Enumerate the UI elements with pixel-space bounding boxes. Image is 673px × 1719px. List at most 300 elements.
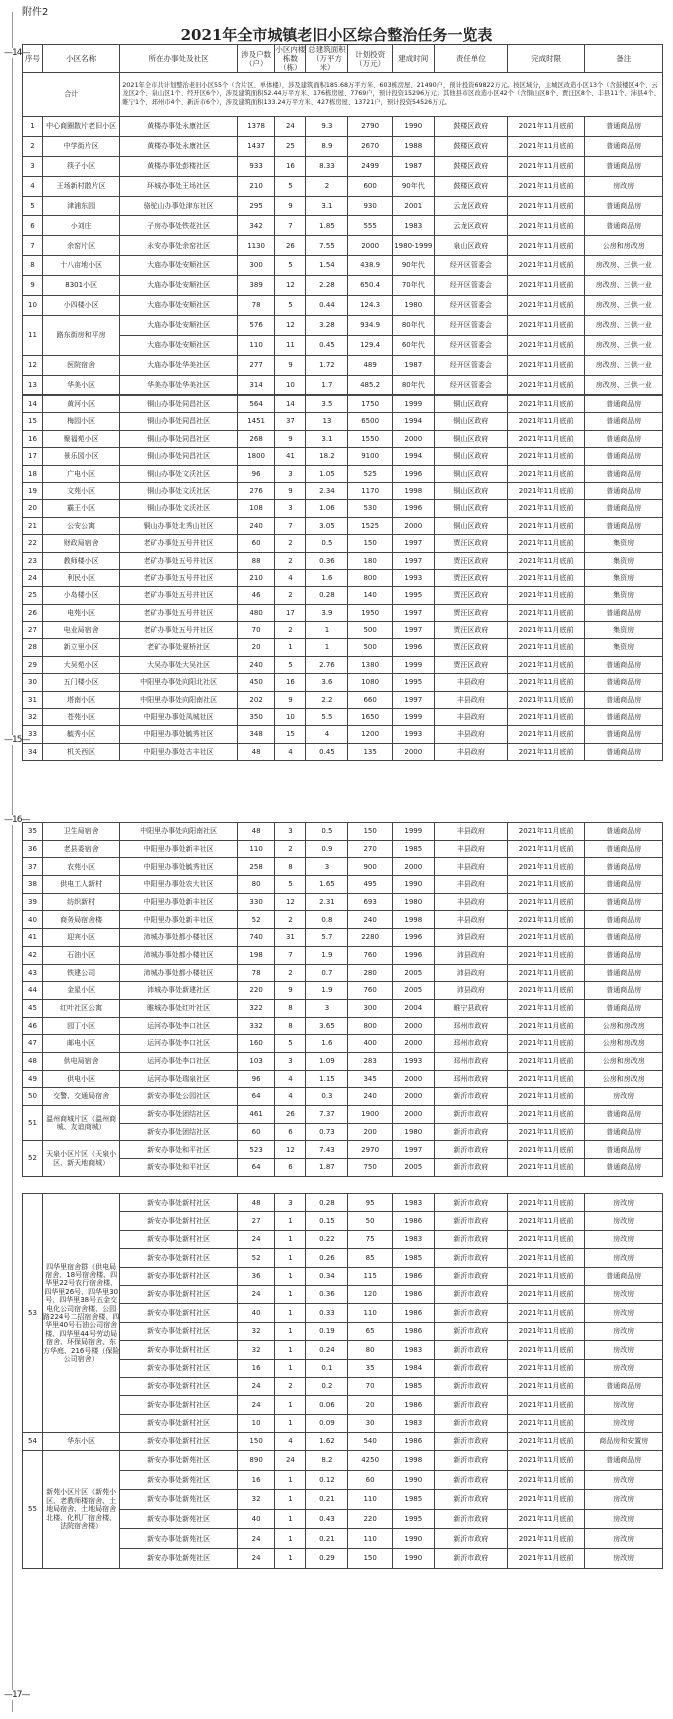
table-cell: 2021年11月底前 (507, 517, 585, 534)
table-cell: 1985 (392, 1249, 434, 1267)
table-cell: 9.3 (306, 117, 348, 137)
table-cell: 新安办事处新村社区 (120, 1433, 237, 1451)
table-cell: 14 (23, 396, 43, 413)
table-cell: 49 (23, 1070, 43, 1088)
header-row (23, 45, 663, 73)
table-cell: 邳州市政府 (434, 1052, 507, 1070)
table-row (23, 236, 663, 256)
table-cell: 铜山区政府 (434, 430, 507, 447)
table-cell: 1987 (392, 355, 434, 375)
table-cell: 永安办事处余窑社区 (120, 236, 237, 256)
table-cell: 12 (275, 893, 306, 911)
table-cell: 110 (348, 1529, 392, 1549)
table-cell: 2021年11月底前 (507, 946, 585, 964)
table-cell: 公房和房改房 (585, 1017, 663, 1035)
table-cell: 27 (23, 622, 43, 639)
table-cell: 10 (275, 709, 306, 726)
table-cell: 46 (237, 587, 275, 604)
table-cell: 新沂市政府 (434, 1194, 507, 1212)
table-cell: 25 (23, 587, 43, 604)
table-cell: 2021年11月底前 (507, 1377, 585, 1395)
table-cell: 沛城办事处都小楼社区 (120, 929, 237, 947)
table-cell: 20 (23, 500, 43, 517)
table-row (23, 500, 663, 517)
table-cell: 普通商品房 (585, 1141, 663, 1159)
table-cell: 11 (23, 315, 43, 355)
table-cell: 2021年11月底前 (507, 1249, 585, 1267)
table-cell: 2000 (392, 517, 434, 534)
table-cell: 8 (275, 858, 306, 876)
table-cell: 295 (237, 196, 275, 216)
table-cell: 2021年11月底前 (507, 1070, 585, 1088)
table-cell: 3 (275, 1052, 306, 1070)
table-cell: 房改房 (585, 1529, 663, 1549)
community-name: 园丁小区 (42, 1017, 120, 1035)
table-cell: 房改房、三供一业 (585, 315, 663, 335)
table-cell: 50 (348, 1212, 392, 1230)
table-cell: 2 (23, 136, 43, 156)
community-name: 景乐园小区 (42, 448, 120, 465)
table-cell: 丰县政府 (434, 858, 507, 876)
community-name: 供电工人新村 (42, 876, 120, 894)
table-cell: 大吴办事处大吴社区 (120, 656, 237, 673)
table-cell: 280 (348, 964, 392, 982)
table-cell: 0.33 (306, 1304, 348, 1322)
table-cell: 普通商品房 (585, 964, 663, 982)
table-cell: 普通商品房 (585, 674, 663, 691)
table-cell: 2000 (392, 430, 434, 447)
table-cell: 24 (23, 569, 43, 586)
table-cell: 沛城办事处都小楼社区 (120, 946, 237, 964)
table-cell: 1996 (392, 639, 434, 656)
table-cell: 3.6 (306, 674, 348, 691)
table-cell: 1980 (392, 1123, 434, 1141)
table-row (23, 946, 663, 964)
table-cell: 240 (348, 1088, 392, 1106)
table-cell: 鼓楼区政府 (434, 136, 507, 156)
table-cell: 4 (23, 176, 43, 196)
table-cell: 1986 (392, 1433, 434, 1451)
table-cell: 中阳里办事处向阳南社区 (120, 691, 237, 708)
table-cell: 0.8 (306, 911, 348, 929)
table-cell: 邳州市政府 (434, 1070, 507, 1088)
table-cell: 1 (306, 622, 348, 639)
table-cell: 342 (237, 216, 275, 236)
table-row (23, 396, 663, 413)
table-cell: 2021年11月底前 (507, 156, 585, 176)
community-name: 华东小区 (42, 1433, 120, 1451)
table-cell: 0.45 (306, 743, 348, 760)
table-cell: 0.9 (306, 840, 348, 858)
table-cell: 2021年11月底前 (507, 216, 585, 236)
table-cell: 2021年11月底前 (507, 1106, 585, 1124)
table-cell: 老矿办事处五号井社区 (120, 535, 237, 552)
table-cell: 500 (348, 639, 392, 656)
table-cell: 348 (237, 726, 275, 743)
table-cell: 8.2 (306, 1451, 348, 1471)
table-cell: 1950 (348, 604, 392, 621)
table-cell: 47 (23, 1035, 43, 1053)
table-cell: 泉山区政府 (434, 236, 507, 256)
table-row (23, 256, 663, 276)
table-cell: 500 (348, 622, 392, 639)
table-cell: 4 (275, 1070, 306, 1088)
table-cell: 1.15 (306, 1070, 348, 1088)
table-cell: 1997 (392, 552, 434, 569)
table-cell: 4 (275, 743, 306, 760)
table-cell: 108 (237, 500, 275, 517)
table-cell: 普通商品房 (585, 743, 663, 760)
table-cell: 经开区管委会 (434, 315, 507, 335)
table-cell: 新沂市政府 (434, 1529, 507, 1549)
table-cell: 2021年11月底前 (507, 604, 585, 621)
table-section-2 (22, 395, 663, 761)
table-cell: 房改房 (585, 1359, 663, 1377)
table-row (23, 964, 663, 982)
table-row (23, 1035, 663, 1053)
table-cell: 2000 (392, 1017, 434, 1035)
table-cell: 普通商品房 (585, 876, 663, 894)
community-name: 王场新村散片区 (42, 176, 120, 196)
table-cell: 2021年11月底前 (507, 999, 585, 1017)
table-cell: 新沂市政府 (434, 1509, 507, 1529)
table-cell: 6 (275, 1159, 306, 1177)
table-cell: 1983 (392, 1414, 434, 1432)
table-cell: 45 (23, 999, 43, 1017)
table-cell: 24 (275, 1451, 306, 1471)
table-cell: 1986 (392, 1304, 434, 1322)
community-name: 小岛楼小区 (42, 587, 120, 604)
table-cell: 沛县政府 (434, 929, 507, 947)
table-cell: 1 (275, 1509, 306, 1529)
table-cell: 16 (237, 1470, 275, 1490)
table-cell: 0.5 (306, 535, 348, 552)
table-row (23, 604, 663, 621)
table-cell: 30 (23, 674, 43, 691)
table-cell: 新安办事处新村社区 (120, 1304, 237, 1322)
table-cell: 集资房 (585, 535, 663, 552)
table-cell: 普通商品房 (585, 1159, 663, 1177)
table-cell: 1.72 (306, 355, 348, 375)
table-cell: 650.4 (348, 276, 392, 296)
table-cell: 云龙区政府 (434, 216, 507, 236)
table-cell: 32 (237, 1341, 275, 1359)
table-cell: 23 (23, 552, 43, 569)
table-cell: 1 (275, 1212, 306, 1230)
table-cell: 24 (237, 1529, 275, 1549)
table-row (23, 709, 663, 726)
table-cell: 26 (23, 604, 43, 621)
table-cell: 2000 (392, 1035, 434, 1053)
table-row (23, 1141, 663, 1159)
table-row (23, 552, 663, 569)
table-row (23, 911, 663, 929)
table-cell: 2021年11月底前 (507, 1359, 585, 1377)
community-name: 供电局宿舍 (42, 1052, 120, 1070)
table-cell: 2021年11月底前 (507, 893, 585, 911)
table-cell: 2021年11月底前 (507, 448, 585, 465)
table-cell: 1.87 (306, 1159, 348, 1177)
table-cell: 沛城办事处新建社区 (120, 982, 237, 1000)
table-cell: 普通商品房 (585, 691, 663, 708)
table-cell: 110 (348, 1304, 392, 1322)
table-cell: 2 (275, 964, 306, 982)
table-cell: 26 (275, 1106, 306, 1124)
table-cell: 39 (23, 893, 43, 911)
table-cell: 1990 (392, 876, 434, 894)
table-cell: 2021年11月底前 (507, 1285, 585, 1303)
table-row (23, 156, 663, 176)
table-cell: 普通商品房 (585, 517, 663, 534)
table-row (23, 893, 663, 911)
community-name: 苍苑小区 (42, 709, 120, 726)
table-cell: 3 (306, 858, 348, 876)
table-cell: 中阳里办事处毓秀社区 (120, 726, 237, 743)
community-name: 老县委宿舍 (42, 840, 120, 858)
community-name: 电苑小区 (42, 604, 120, 621)
community-name: 商务局宿舍楼 (42, 911, 120, 929)
table-cell: 0.09 (306, 1414, 348, 1432)
table-cell: 180 (348, 552, 392, 569)
table-cell: 2021年11月底前 (507, 1549, 585, 1569)
table-cell: 8.9 (306, 136, 348, 156)
table-cell: 新安办事处公园社区 (120, 1088, 237, 1106)
table-cell: 21 (23, 517, 43, 534)
table-cell: 202 (237, 691, 275, 708)
table-cell: 2021年11月底前 (507, 1451, 585, 1471)
table-cell: 新沂市政府 (434, 1322, 507, 1340)
table-cell: 2021年11月底前 (507, 1141, 585, 1159)
table-cell: 2021年11月底前 (507, 1017, 585, 1035)
table-cell: 1525 (348, 517, 392, 534)
table-cell: 1 (275, 1267, 306, 1285)
community-name: 霸王小区 (42, 500, 120, 517)
table-cell: 1983 (392, 1341, 434, 1359)
table-cell: 75 (348, 1230, 392, 1248)
community-name: 华美小区 (42, 375, 120, 395)
table-cell: 1990 (392, 1529, 434, 1549)
table-cell: 1987 (392, 156, 434, 176)
table-cell: 34 (23, 743, 43, 760)
table-cell: 2021年11月底前 (507, 136, 585, 156)
table-cell: 经开区管委会 (434, 375, 507, 395)
table-cell: 3.05 (306, 517, 348, 534)
table-cell: 新安办事处新村社区 (120, 1285, 237, 1303)
table-cell: 15 (23, 413, 43, 430)
table-cell: 普通商品房 (585, 156, 663, 176)
table-cell: 房改房 (585, 1490, 663, 1510)
table-cell: 461 (237, 1106, 275, 1124)
table-cell: 525 (348, 465, 392, 482)
table-cell: 新沂市政府 (434, 1304, 507, 1322)
table-cell: 7.43 (306, 1141, 348, 1159)
table-cell: 1993 (392, 1052, 434, 1070)
table-cell: 新沂市政府 (434, 1285, 507, 1303)
table-row (23, 587, 663, 604)
table-cell: 31 (23, 691, 43, 708)
table-cell: 140 (348, 587, 392, 604)
table-cell: 1.85 (306, 216, 348, 236)
summary-text: 2021年全市共计划整治老旧小区55个（含片区、单体楼），涉及建筑面积185.68万平方米、603栋房屋、21490户，预计投资69822万元。按区域分，主城区改造小区13个（含鼓楼区4个、云龙区2个、泉山区1个、经开区6个），涉及建筑面积52.44万平方米、176栋房屋、7769户，预计投资15296万元；其他县市区改造小区42个（含铜山区8个、贾汪区8个、丰县11个、沛县4个、睢宁1个、邳州市4个、新沂市6个），涉及建筑面积133.24万平方米、427栋房屋、13721户，预计投资54526万元。 (120, 73, 663, 117)
table-cell: 35 (23, 823, 43, 841)
table-cell: 5 (275, 1035, 306, 1053)
table-row (23, 1070, 663, 1088)
table-cell: 1 (275, 1249, 306, 1267)
table-cell: 6500 (348, 413, 392, 430)
table-cell: 1 (275, 1549, 306, 1569)
table-cell: 24 (237, 1549, 275, 1569)
table-cell: 2021年11月底前 (507, 296, 585, 316)
table-row (23, 1088, 663, 1106)
table-cell: 2000 (392, 858, 434, 876)
table-cell: 16 (275, 156, 306, 176)
table-cell: 2004 (392, 999, 434, 1017)
community-name: 四华里宿舍群（供电局宿舍、18号宿舍楼、四华里22号农行宿舍楼、四华里26号、四华里30号、四华里38号五金交电化公司宿舍楼、公园路224号二招宿舍楼、四华里40号石油公司宿舍楼、四华里44号劳动局宿舍、环保局宿舍、东方华庭、216号楼（保险公司宿舍） (42, 1194, 120, 1433)
table-row (23, 929, 663, 947)
table-cell: 0.2 (306, 1377, 348, 1395)
table-cell: 1996 (392, 500, 434, 517)
table-cell: 2021年11月底前 (507, 1159, 585, 1177)
table-cell: 2005 (392, 982, 434, 1000)
table-cell: 110 (237, 335, 275, 355)
table-cell: 8 (275, 1017, 306, 1035)
table-cell: 大庙办事处安顺社区 (120, 315, 237, 335)
column-header: 所在办事处及社区 (120, 45, 237, 73)
table-cell: 8 (23, 256, 43, 276)
table-cell: 740 (237, 929, 275, 947)
table-cell: 老矿办事处五号井社区 (120, 552, 237, 569)
table-cell: 新安办事处和平社区 (120, 1159, 237, 1177)
table-cell: 43 (23, 964, 43, 982)
table-cell: 240 (237, 517, 275, 534)
table-cell: 1.54 (306, 256, 348, 276)
table-cell: 1988 (392, 136, 434, 156)
table-cell: 103 (237, 1052, 275, 1070)
table-cell: 10 (275, 375, 306, 395)
table-cell: 新沂市政府 (434, 1123, 507, 1141)
table-cell: 2021年11月底前 (507, 1123, 585, 1141)
table-cell: 1999 (392, 709, 434, 726)
table-cell: 322 (237, 999, 275, 1017)
table-cell: 20 (348, 1396, 392, 1414)
table-cell: 中阳里办事处古丰社区 (120, 743, 237, 760)
table-cell: 1997 (392, 604, 434, 621)
table-cell: 17 (275, 604, 306, 621)
table-cell: 新沂市政府 (434, 1230, 507, 1248)
column-header: 涉及户数（户） (237, 45, 275, 73)
table-cell: 经开区管委会 (434, 256, 507, 276)
table-cell: 4 (275, 569, 306, 586)
table-cell: 220 (237, 982, 275, 1000)
table-cell: 贾汪区政府 (434, 622, 507, 639)
table-cell: 48 (23, 1052, 43, 1070)
table-cell: 2021年11月底前 (507, 911, 585, 929)
table-cell: 新安办事处新村社区 (120, 1230, 237, 1248)
column-header: 小区名称 (42, 45, 120, 73)
table-cell: 1983 (392, 1194, 434, 1212)
table-cell: 2021年11月底前 (507, 656, 585, 673)
table-cell: 80年代 (392, 375, 434, 395)
table-cell: 中阳里办事处新丰社区 (120, 840, 237, 858)
table-cell: 运河办事处李口社区 (120, 1052, 237, 1070)
table-cell: 4 (275, 1433, 306, 1451)
table-cell: 1980-1999 (392, 236, 434, 256)
table-cell: 0.26 (306, 1249, 348, 1267)
table-cell: 41 (275, 448, 306, 465)
table-cell: 普通商品房 (585, 196, 663, 216)
table-cell: 13 (306, 413, 348, 430)
table-cell: 3.65 (306, 1017, 348, 1035)
table-cell: 1 (275, 1304, 306, 1322)
community-name: 路东街房和平房 (42, 315, 120, 355)
community-name: 卫生局宿舍 (42, 823, 120, 841)
table-cell: 2021年11月底前 (507, 276, 585, 296)
table-cell: 公房和房改房 (585, 236, 663, 256)
table-cell: 新安办事处新苑社区 (120, 1451, 237, 1471)
summary-label: 合计 (23, 73, 120, 117)
table-cell: 135 (348, 743, 392, 760)
table-cell: 2021年11月底前 (507, 1035, 585, 1053)
table-cell: 1995 (392, 587, 434, 604)
table-cell: 3 (275, 1194, 306, 1212)
table-cell: 新沂市政府 (434, 1377, 507, 1395)
table-cell: 0.43 (306, 1509, 348, 1529)
table-cell: 2021年11月底前 (507, 335, 585, 355)
column-header: 计划投资（万元） (348, 45, 392, 73)
table-cell: 5.7 (306, 929, 348, 947)
table-cell: 老矿办事处五号井社区 (120, 604, 237, 621)
table-cell: 0.44 (306, 296, 348, 316)
table-cell: 房改房 (585, 1194, 663, 1212)
summary-row (23, 73, 663, 117)
table-cell: 新安办事处新村社区 (120, 1359, 237, 1377)
table-cell: 1.9 (306, 946, 348, 964)
table-cell: 60年代 (392, 335, 434, 355)
table-cell: 48 (237, 743, 275, 760)
column-header: 序号 (23, 45, 43, 73)
table-cell: 2021年11月底前 (507, 639, 585, 656)
table-cell: 新沂市政府 (434, 1212, 507, 1230)
table-cell: 530 (348, 500, 392, 517)
table-cell: 房改房、三供一业 (585, 355, 663, 375)
table-cell: 1378 (237, 117, 275, 137)
table-cell: 150 (348, 1549, 392, 1569)
table-cell: 32 (237, 1490, 275, 1510)
table-cell: 3 (306, 999, 348, 1017)
table-cell: 2021年11月底前 (507, 176, 585, 196)
table-cell: 大庙办事处安顺社区 (120, 276, 237, 296)
table-cell: 3.1 (306, 430, 348, 447)
table-cell: 中阳里办事处农大社区 (120, 876, 237, 894)
table-cell: 270 (348, 840, 392, 858)
table-cell: 2021年11月底前 (507, 726, 585, 743)
table-cell: 1.62 (306, 1433, 348, 1451)
table-cell: 90年代 (392, 256, 434, 276)
table-cell: 540 (348, 1433, 392, 1451)
table-cell: 丰县政府 (434, 893, 507, 911)
table-row (23, 375, 663, 395)
table-cell: 2000 (392, 1070, 434, 1088)
table-cell: 丰县政府 (434, 876, 507, 894)
table-cell: 普通商品房 (585, 929, 663, 947)
table-cell: 新沂市政府 (434, 1490, 507, 1510)
community-name: 文苑小区 (42, 482, 120, 499)
community-name: 塔南小区 (42, 691, 120, 708)
table-cell: 0.36 (306, 552, 348, 569)
table-cell: 1.7 (306, 375, 348, 395)
table-cell: 公房和房改房 (585, 1052, 663, 1070)
table-cell: 2021年11月底前 (507, 1322, 585, 1340)
